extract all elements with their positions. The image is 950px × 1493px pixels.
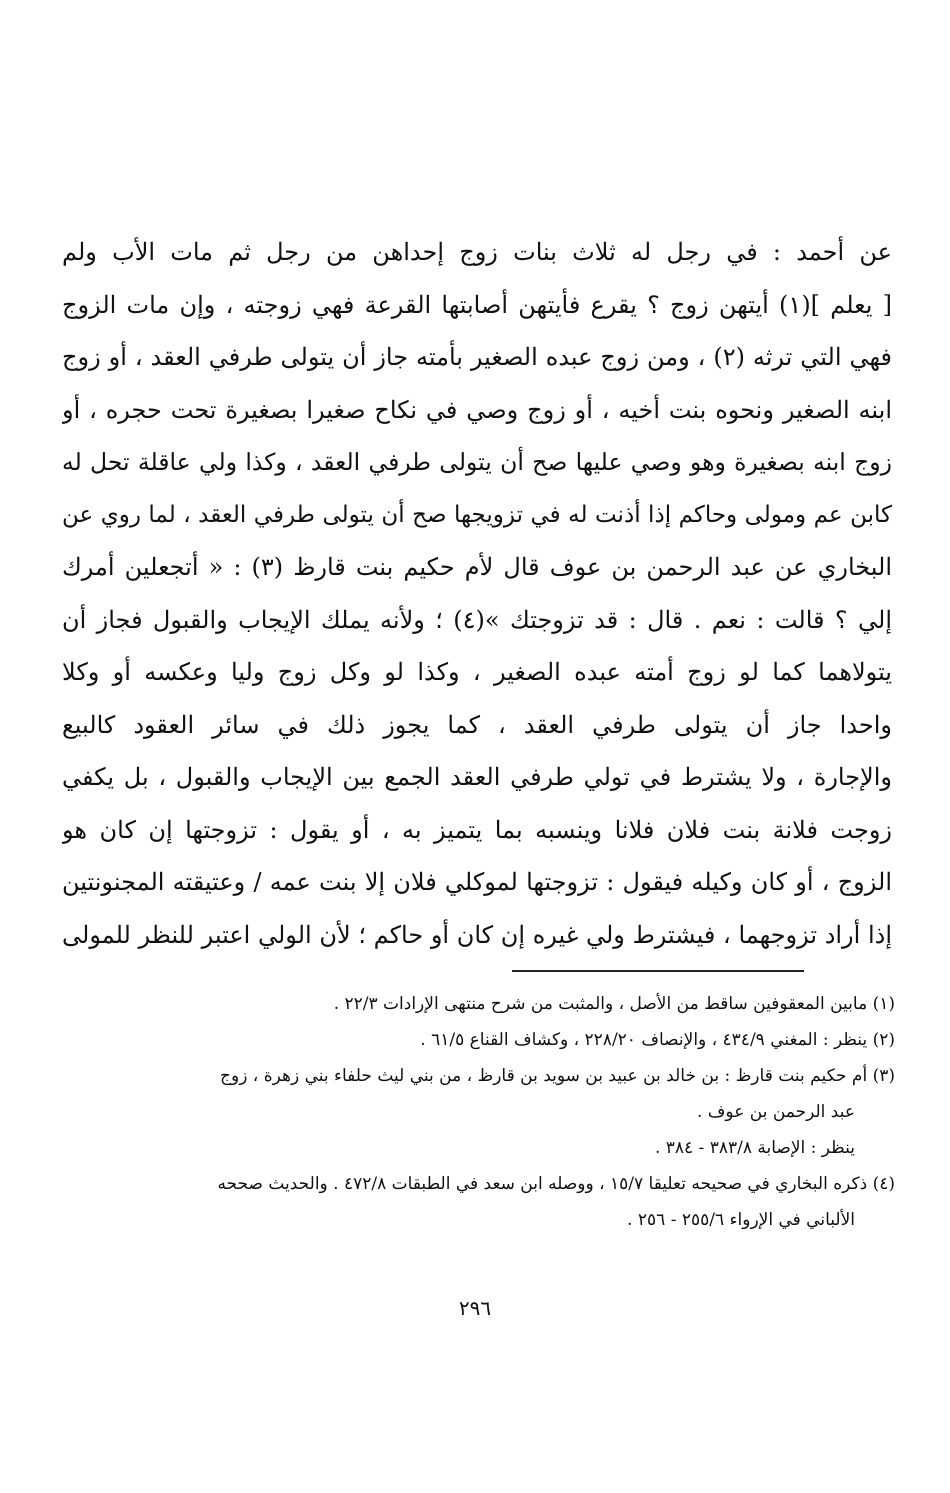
footnote-line: عبد الرحمن بن عوف . <box>697 1102 855 1122</box>
text-line: يتولاهما كما لو زوج أمته عبده الصغير ، وكذا لو وكل زوج وليا وعكسه أو وكلا <box>62 658 892 686</box>
text-line: إلي ؟ قالت : نعم . قال : قد تزوجتك »(٤) ؛ ولأنه يملك الإيجاب والقبول فجاز أن <box>62 605 892 634</box>
main-text <box>62 226 892 961</box>
footnotes <box>55 986 895 1238</box>
footnote-line: الألباني في الإرواء ٢٥٥/٦ - ٢٥٦ . <box>627 1210 855 1230</box>
text-line: إذا أراد تزوجهما ، فيشترط ولي غيره إن كان أو حاكم ؛ لأن الولي اعتبر للنظر للمولى <box>62 920 892 949</box>
text-line: فهي التي ترثه (٢) ، ومن زوج عبده الصغير بأمته جاز أن يتولى طرفي العقد ، أو زوج <box>62 343 892 371</box>
text-line: زوج ابنه بصغيرة وهو وصي عليها صح أن يتولى طرفي العقد ، وكذا ولي عاقلة تحل له <box>62 448 892 476</box>
footnote-line: (٢) ينظر : المغني ٤٣٤/٩ ، والإنصاف ٢٢٨/٢٠ ، وكشاف القناع ٦١/٥ . <box>420 1030 895 1050</box>
text-line: البخاري عن عبد الرحمن بن عوف قال لأم حكيم بنت قارظ (٣) : « أتجعلين أمرك <box>62 553 892 581</box>
text-line: زوجت فلانة بنت فلان فلانا وينسبه بما يتميز به ، أو يقول : تزوجتها إن كان هو <box>62 815 892 844</box>
text-line: الزوج ، أو كان وكيله فيقول : تزوجتها لموكلي فلان إلا بنت عمه / وعتيقته المجنونتين <box>62 868 892 896</box>
text-line: والإجارة ، ولا يشترط في تولي طرفي العقد الجمع بين الإيجاب والقبول ، بل يكفي <box>62 763 892 791</box>
text-line: واحدا جاز أن يتولى طرفي العقد ، كما يجوز ذلك في سائر العقود كالبيع <box>62 710 892 739</box>
footnote-line: (١) مابين المعقوفين ساقط من الأصل ، والمثبت من شرح منتهى الإرادات ٢٢/٣ . <box>333 994 895 1014</box>
text-line: عن أحمد : في رجل له ثلاث بنات زوج إحداهن من رجل ثم مات الأب ولم <box>62 238 892 266</box>
footnote-line: (٣) أم حكيم بنت قارظ : بن خالد بن عبيد بن سويد بن قارظ ، من بني ليث حلفاء بني زهرة ، زوج <box>220 1066 895 1086</box>
footnote-separator <box>512 970 804 972</box>
footnote-line: ينظر : الإصابة ٣٨٣/٨ - ٣٨٤ . <box>654 1138 855 1158</box>
text-line: ابنه الصغير ونحوه بنت أخيه ، أو زوج وصي في نكاح صغيرا بصغيرة تحت حجره ، أو <box>62 395 892 424</box>
text-line: [ يعلم ](١) أيتهن زوج ؟ يقرع فأيتهن أصابتها القرعة فهي زوجته ، وإن مات الزوج <box>62 290 892 319</box>
page-number: ٢٩٦ <box>458 1296 492 1320</box>
footnote-line: (٤) ذكره البخاري في صحيحه تعليقا ١٥/٧ ، ووصله ابن سعد في الطبقات ٤٧٢/٨ . والحديث صححه <box>217 1174 895 1194</box>
text-line: كابن عم ومولى وحاكم إذا أذنت له في تزويجها صح أن يتولى طرفي العقد ، لما روي عن <box>62 501 892 528</box>
